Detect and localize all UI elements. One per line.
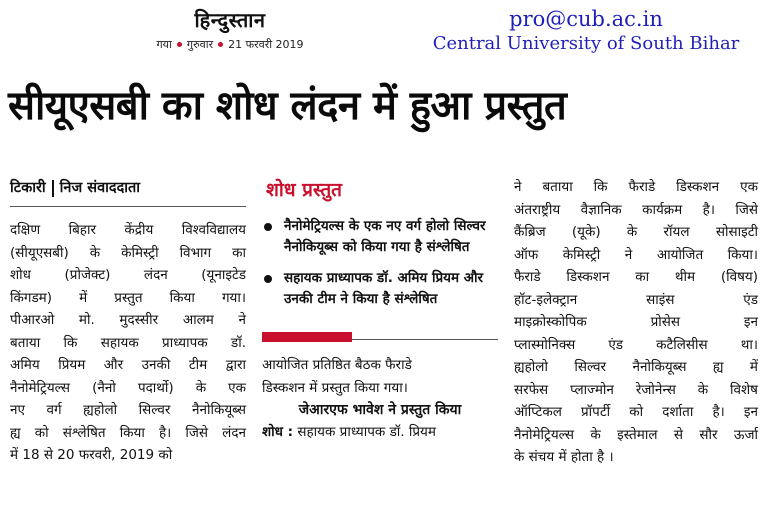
bullet-dot-icon [264,275,272,283]
text-line: नैनोमेट्रियल्स के इस्तेमाल से सौर ऊर्जा [514,426,758,443]
highlight-bullet [262,216,498,258]
column-3-text [514,176,758,469]
text-line: सरफेस प्लाज्मोन रेजोनेन्स के विशेष [514,381,758,398]
byline-separator [52,180,54,197]
column-1-text [10,219,246,467]
text-line: (सीयूएसबी) के केमिस्ट्री विभाग का [10,244,246,261]
text-line: माइक्रोस्कोपिक प्रोसेस इन [514,314,758,330]
text-line: ह्यहोलो सिल्वर नैनोकियूब्स ह्य में [514,359,758,375]
lead-text: सहायक प्राध्यापक डॉ. प्रियम [297,424,436,440]
divider-red-bar [262,332,352,342]
text-line: हॉट-इलेक्ट्रान साइंस एंड [514,291,758,308]
lead-in: शोध : [262,424,294,440]
dateline-dot-icon [177,42,182,47]
text-line: ने बताया कि फैराडे डिस्कशन एक [514,179,758,195]
dateline-date: 21 फरवरी 2019 [228,38,304,51]
section-divider [262,332,498,342]
byline-divider [10,206,246,207]
text-line: नए वर्ग ह्यहोलो सिल्वर नैनोकियूब्स [10,402,246,418]
dateline [150,37,310,52]
bullet-text: नैनोमेट्रियल्स के एक नए वर्ग होलो सिल्वर नैनोकियूब्स को किया गया है संश्लेषित [284,218,486,255]
text-line: के संचय में होता है । [514,449,614,465]
column-2-text [262,354,498,399]
text-line: ह्य को संश्लेषित किया है। जिसे लंदन [10,424,246,441]
article-column-1 [10,176,246,467]
article-headline: सीयूएसबी का शोध लंदन में हुआ प्रस्तुत [8,83,567,129]
dateline-city: गया [156,38,172,51]
text-line: प्लास्मोनिक्स एंड कटैलिसीस था। [514,336,758,353]
text-line: ऑफ केमिस्ट्री ने आयोजित किया। [514,246,758,263]
bullet-dot-icon [264,223,272,231]
text-line: डिस्कशन में प्रस्तुत किया गया। [262,379,408,396]
text-line: ऑप्टिकल प्रॉपर्टी को दर्शाता है। इन [514,404,758,420]
newspaper-name: हिन्दुस्तान [194,8,266,32]
article-column-2 [262,176,498,444]
text-line: पीआरओ मो. मुदस्सीर आलम ने [10,312,246,328]
text-line [262,421,498,444]
text-line: नैनोमेट्रियल्स (नैनो पदार्थो) के एक [10,379,246,396]
byline-place: टिकारी [10,179,46,196]
text-line: फैराडे डिस्कशन का थीम (विषय) [514,269,758,285]
bullet-text: सहायक प्राध्यापक डॉ. अमिय प्रियम और उनकी टीम ने किया है संश्लेषित [284,270,484,307]
newspaper-masthead [150,6,310,52]
text-line: किंगडम) में प्रस्तुत किया गया। [10,289,246,306]
dateline-day: गुरुवार [186,38,214,51]
stamp-organization: Central University of South Bihar [432,33,740,54]
text-line: अंतराष्ट्रीय वैज्ञानिक कार्यक्रम है। जिसे [514,201,758,218]
highlight-bullets [262,216,498,310]
divider-thin-line [352,339,498,340]
dateline-dot-icon [218,42,223,47]
text-line: में 18 से 20 फरवरी, 2019 को [10,447,173,463]
byline [10,176,246,200]
article-subhead: जेआरएफ भावेश ने प्रस्तुत किया [298,402,462,418]
text-line: आयोजित प्रतिष्ठित बैठक फैराडे [262,357,412,373]
highlight-box-title: शोध प्रस्तुत [266,179,343,201]
highlight-bullet [262,268,498,310]
university-stamp [416,6,756,56]
text-line: बताया कि सहायक प्राध्यापक डॉ. [10,334,246,351]
text-line: शोध (प्रोजेक्ट) लंदन (यूनाइटेड [10,267,246,283]
text-line: अमिय प्रियम और उनकी टीम द्वारा [10,357,246,373]
text-line: कैंब्रिज (यूके) के रॉयल सोसाइटी [514,224,758,240]
text-line: दक्षिण बिहार केंद्रीय विश्वविद्यालय [10,222,246,238]
byline-reporter: निज संवाददाता [59,179,141,196]
stamp-email: pro@cub.ac.in [509,7,663,31]
article-column-3 [514,176,758,469]
